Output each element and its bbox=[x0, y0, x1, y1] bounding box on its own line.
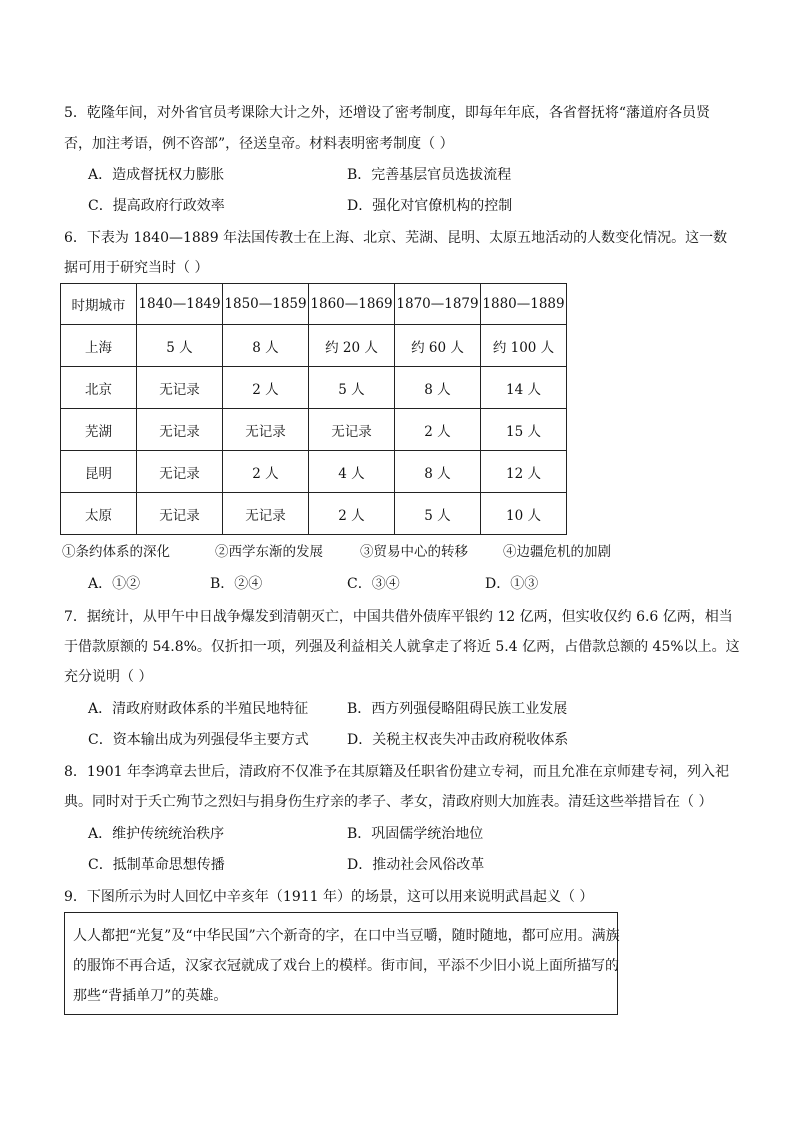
table-header-cell: 1860—1869 bbox=[309, 284, 395, 325]
q7-stem-line-2: 于借款原额的 54.8%。仅折扣一项，列强及利益相关人就拿走了将近 5.4 亿两，占借款总额的 45%以上。这 bbox=[64, 639, 740, 655]
table-cell: 2 人 bbox=[223, 451, 309, 493]
table-cell: 14 人 bbox=[481, 367, 567, 409]
table-cell: 12 人 bbox=[481, 451, 567, 493]
table-header-row bbox=[61, 284, 567, 325]
q7-option-b[interactable]: B．西方列强侵略阻碍民族工业发展 bbox=[347, 701, 568, 717]
table-cell: 8 人 bbox=[223, 325, 309, 367]
q6-option-d[interactable]: D．①③ bbox=[485, 576, 539, 592]
table-cell: 5 人 bbox=[395, 493, 481, 535]
table-cell: 昆明 bbox=[61, 451, 137, 493]
table-cell: 无记录 bbox=[137, 409, 223, 451]
table-row bbox=[61, 493, 567, 535]
q6-stem-line-2: 据可用于研究当时（ ） bbox=[64, 260, 209, 276]
table-row bbox=[61, 367, 567, 409]
q5-option-c[interactable]: C．提高政府行政效率 bbox=[88, 198, 225, 214]
table-cell: 无记录 bbox=[223, 409, 309, 451]
table-cell: 约 20 人 bbox=[309, 325, 395, 367]
table-header-cell: 时期城市 bbox=[61, 284, 137, 325]
table-cell: 北京 bbox=[61, 367, 137, 409]
table-row bbox=[61, 451, 567, 493]
table-header-cell: 1880—1889 bbox=[481, 284, 567, 325]
quote-line-3: 那些“背插单刀”的英雄。 bbox=[73, 988, 228, 1004]
q5-stem-line-2: 否，加注考语，例不咨部”，径送皇帝。材料表明密考制度（ ） bbox=[64, 136, 454, 152]
q7-option-c[interactable]: C．资本输出成为列强侵华主要方式 bbox=[88, 732, 309, 748]
q6-item-1: ①条约体系的深化 bbox=[62, 544, 170, 560]
q8-option-c[interactable]: C．抵制革命思想传播 bbox=[88, 857, 225, 873]
table-cell: 5 人 bbox=[309, 367, 395, 409]
q8-option-a[interactable]: A．维护传统统治秩序 bbox=[88, 826, 225, 842]
quote-box bbox=[64, 912, 618, 1015]
table-cell: 8 人 bbox=[395, 451, 481, 493]
table-header-cell: 1840—1849 bbox=[137, 284, 223, 325]
table-header-cell: 1850—1859 bbox=[223, 284, 309, 325]
q9-stem-line-1: 9．下图所示为时人回忆中辛亥年（1911 年）的场景，这可以用来说明武昌起义（ ） bbox=[64, 889, 594, 905]
table-cell: 无记录 bbox=[137, 367, 223, 409]
q6-item-4: ④边疆危机的加剧 bbox=[503, 544, 611, 560]
table-row bbox=[61, 409, 567, 451]
missionary-table bbox=[60, 283, 567, 535]
q8-option-b[interactable]: B．巩固儒学统治地位 bbox=[347, 826, 484, 842]
table-cell: 15 人 bbox=[481, 409, 567, 451]
table-cell: 上海 bbox=[61, 325, 137, 367]
table-cell: 10 人 bbox=[481, 493, 567, 535]
table-cell: 无记录 bbox=[137, 493, 223, 535]
q6-item-3: ③贸易中心的转移 bbox=[360, 544, 468, 560]
q5-option-b[interactable]: B．完善基层官员选拔流程 bbox=[347, 167, 512, 183]
quote-line-2: 的服饰不再合适，汉家衣冠就成了戏台上的模样。街市间，平添不少旧小说上面所描写的 bbox=[73, 958, 619, 974]
q6-option-a[interactable]: A．①② bbox=[88, 576, 141, 592]
table-cell: 4 人 bbox=[309, 451, 395, 493]
q8-stem-line-1: 8．1901 年李鸿章去世后，清政府不仅准予在其原籍及任职省份建立专祠，而且允准在京师建专祠，列入祀 bbox=[64, 764, 729, 780]
table-row bbox=[61, 325, 567, 367]
quote-line-1: 人人都把“光复”及“中华民国”六个新奇的字，在口中当豆嚼，随时随地，都可应用。满族 bbox=[73, 928, 620, 944]
table-cell: 约 100 人 bbox=[481, 325, 567, 367]
table-cell: 8 人 bbox=[395, 367, 481, 409]
table-cell: 约 60 人 bbox=[395, 325, 481, 367]
q6-option-b[interactable]: B．②④ bbox=[210, 576, 263, 592]
table-cell: 2 人 bbox=[309, 493, 395, 535]
q7-stem-line-3: 充分说明（ ） bbox=[64, 669, 153, 685]
q5-option-d[interactable]: D．强化对官僚机构的控制 bbox=[347, 198, 513, 214]
table-cell: 芜湖 bbox=[61, 409, 137, 451]
q5-option-a[interactable]: A．造成督抚权力膨胀 bbox=[88, 167, 225, 183]
q8-stem-line-2: 典。同时对于夭亡殉节之烈妇与捐身伤生疗亲的孝子、孝女，清政府则大加旌表。清廷这些举措旨在（ ） bbox=[64, 794, 713, 810]
table-cell: 2 人 bbox=[223, 367, 309, 409]
q6-option-c[interactable]: C．③④ bbox=[347, 576, 400, 592]
table-cell: 2 人 bbox=[395, 409, 481, 451]
q6-stem-line-1: 6．下表为 1840—1889 年法国传教士在上海、北京、芜湖、昆明、太原五地活动的人数变化情况。这一数 bbox=[64, 230, 728, 246]
q7-option-d[interactable]: D．关税主权丧失冲击政府税收体系 bbox=[347, 732, 569, 748]
table-cell: 无记录 bbox=[137, 451, 223, 493]
table-cell: 无记录 bbox=[309, 409, 395, 451]
table-cell: 太原 bbox=[61, 493, 137, 535]
q7-option-a[interactable]: A．清政府财政体系的半殖民地特征 bbox=[88, 701, 309, 717]
table-cell: 5 人 bbox=[137, 325, 223, 367]
q5-stem-line-1: 5．乾隆年间，对外省官员考课除大计之外，还增设了密考制度，即每年年底，各省督抚将“藩道府各员贤 bbox=[64, 105, 711, 121]
table-cell: 无记录 bbox=[223, 493, 309, 535]
q8-option-d[interactable]: D．推动社会风俗改革 bbox=[347, 857, 485, 873]
table-header-cell: 1870—1879 bbox=[395, 284, 481, 325]
q7-stem-line-1: 7．据统计，从甲午中日战争爆发到清朝灭亡，中国共借外债库平银约 12 亿两，但实收仅约 6.6 亿两，相当 bbox=[64, 609, 733, 625]
q6-item-2: ②西学东渐的发展 bbox=[215, 544, 323, 560]
